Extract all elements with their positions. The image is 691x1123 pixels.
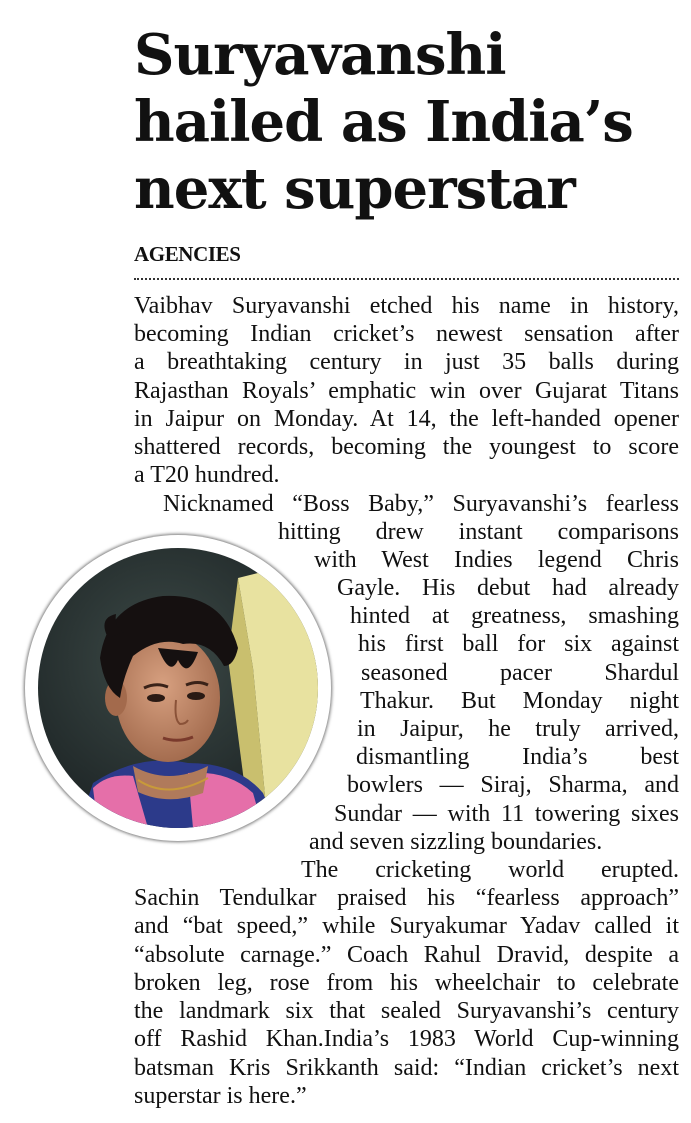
headline-line: next superstar: [134, 156, 575, 222]
body-line: bowlers — Siraj, Sharma, and: [347, 772, 679, 798]
player-photo: [25, 535, 331, 841]
body-line: with West Indies legend Chris: [314, 547, 679, 573]
dotted-divider: [134, 278, 679, 280]
body-line: hitting drew instant comparisons: [278, 519, 679, 545]
body-line: Sachin Tendulkar praised his “fearless approach”: [134, 885, 679, 911]
byline: AGENCIES: [134, 242, 241, 266]
body-line: the landmark six that sealed Suryavanshi’s century: [134, 998, 679, 1024]
body-line: superstar is here.”: [134, 1083, 307, 1109]
body-line: batsman Kris Srikkanth said: “Indian cricket’s next: [134, 1055, 679, 1081]
body-line: broken leg, rose from his wheelchair to celebrate: [134, 970, 679, 996]
body-line: a T20 hundred.: [134, 462, 280, 488]
body-line: Gayle. His debut had already: [337, 575, 679, 601]
headline: [134, 22, 684, 223]
body-line: and seven sizzling boundaries.: [309, 829, 603, 855]
body-line: Sundar — with 11 towering sixes: [334, 801, 679, 827]
body-line: off Rashid Khan.India’s 1983 World Cup-winning: [134, 1026, 679, 1052]
body-line: dismantling India’s best: [356, 744, 679, 770]
body-line: “absolute carnage.” Coach Rahul Dravid, despite a: [134, 942, 679, 968]
body-line: Thakur. But Monday night: [360, 688, 679, 714]
body-line: Vaibhav Suryavanshi etched his name in history,: [134, 293, 679, 319]
player-portrait-photo-icon: [38, 548, 318, 828]
body-line: Nicknamed “Boss Baby,” Suryavanshi’s fearless: [163, 491, 679, 517]
body-line: seasoned pacer Shardul: [361, 660, 679, 686]
body-line: shattered records, becoming the youngest to score: [134, 434, 679, 460]
body-line: a breathtaking century in just 35 balls during: [134, 349, 679, 375]
headline-line: hailed as India’s: [134, 89, 633, 155]
body-line: The cricketing world erupted.: [301, 857, 679, 883]
body-line: his first ball for six against: [358, 631, 679, 657]
body-line: becoming Indian cricket’s newest sensation after: [134, 321, 679, 347]
body-line: and “bat speed,” while Suryakumar Yadav called it: [134, 913, 679, 939]
headline-line: Suryavanshi: [134, 22, 506, 88]
body-line: Rajasthan Royals’ emphatic win over Gujarat Titans: [134, 378, 679, 404]
body-line: in Jaipur, he truly arrived,: [357, 716, 679, 742]
body-line: in Jaipur on Monday. At 14, the left-handed opener: [134, 406, 679, 432]
body-line: hinted at greatness, smashing: [350, 603, 679, 629]
